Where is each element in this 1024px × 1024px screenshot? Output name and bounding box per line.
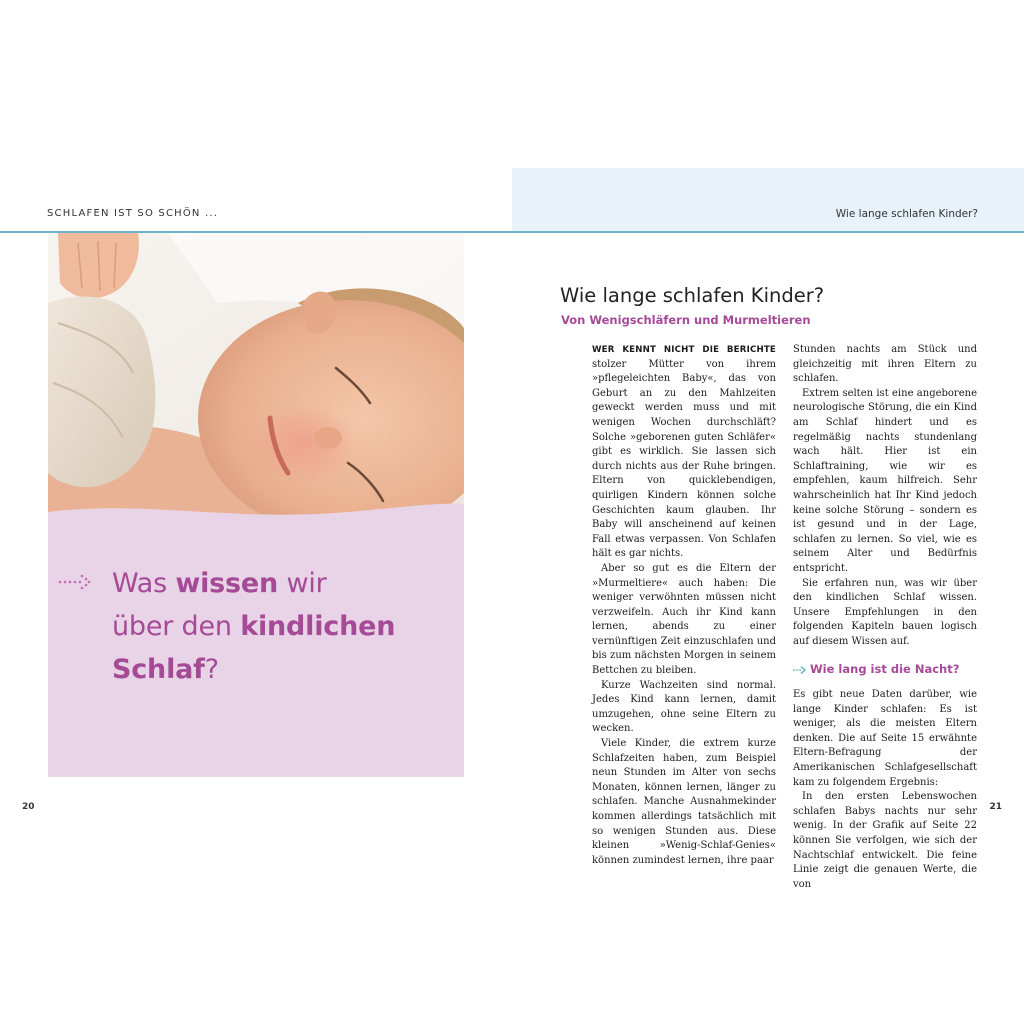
dotted-arrow-icon — [58, 572, 94, 592]
running-head-right: Wie lange schlafen Kinder? — [835, 208, 978, 220]
page-number-right: 21 — [989, 802, 1002, 812]
text-column-2 — [793, 343, 977, 892]
lead-in: WER KENNT NICHT DIE BERICHTE — [592, 345, 776, 355]
article-title: Wie lange schlafen Kinder? — [560, 284, 825, 307]
feature-word-bold: kindlichen — [240, 611, 396, 642]
article-subtitle: Von Wenigschläfern und Murmeltieren — [561, 313, 811, 327]
paragraph: Es gibt neue Daten darüber, wie lange Kinder schlafen: Es ist weniger, als die meisten Eltern denken. Die auf Seite 15 erwähnte Eltern-Befragung der Amerikanischen Schlafgesellschaft kam zu folgendem Ergebnis: — [793, 689, 977, 788]
baby-photo — [48, 233, 464, 523]
section-heading — [793, 662, 977, 677]
running-head-left: SCHLAFEN IST SO SCHÖN ... — [47, 208, 219, 219]
section-heading-text: Wie lang ist die Nacht? — [810, 662, 960, 677]
feature-word-bold: Schlaf — [112, 654, 205, 685]
header-band — [512, 168, 1024, 232]
paragraph: Stunden nachts am Stück und gleichzeitig mit ihren Eltern zu schlafen. — [793, 344, 977, 385]
paragraph: Extrem selten ist eine angeborene neurologische Störung, die ein Kind am Schlaf hindert und es regelmäßig nachts stundenlang wach hält. Hier ist ein Schlaftraining, wie wir es empfehlen, kaum hilfreich. Sehr wahrscheinlich hat Ihr Kind jedoch keine solche Störung – sondern es ist gesund und in der Lage, schlafen zu lernen. So viel, wie es seinem Alter und Bedürfnis entspricht. — [793, 387, 977, 574]
paragraph: Aber so gut es die Eltern der »Murmeltiere« auch haben: Die weniger verwöhnten müssen nicht verzweifeln. Auch ihr Kind kann lernen, abends zu einer vernünftigen Zeit einzuschlafen und bis zum nächsten Morgen in seinem Bettchen zu bleiben. — [592, 562, 776, 677]
paragraph: In den ersten Lebenswochen schlafen Babys nachts nur sehr wenig. In der Grafik auf Seite 22 können Sie verfolgen, wie sich der Nachtschlaf entwickelt. Die feine Linie zeigt die genauen Werte, die von — [793, 791, 977, 890]
paragraph: Kurze Wachzeiten sind normal. Jedes Kind kann lernen, damit umzugehen, ohne seine Eltern zu wecken. — [592, 679, 776, 735]
paragraph: Sie erfahren nun, was wir über den kindlichen Schlaf wissen. Unsere Empfehlungen in den folgenden Kapiteln bauen logisch auf diesem Wissen auf. — [793, 577, 977, 647]
paragraph: Viele Kinder, die extrem kurze Schlafzeiten haben, zum Beispiel neun Stunden im Alter von sechs Monaten, können lernen, länger zu schlafen. Manche Ausnahmekinder kommen allerdings tatsächlich mit so wenigen Stunden aus. Diese kleinen »Wenig-Schlaf-Genies« können zumindest lernen, ihre paar — [592, 738, 776, 866]
arrow-icon — [793, 665, 807, 675]
page-number-left: 20 — [22, 802, 35, 812]
feature-heading — [112, 562, 452, 691]
feature-word: Was — [112, 568, 176, 599]
text-column-1 — [592, 343, 776, 868]
feature-word: wir — [278, 568, 327, 599]
feature-word: ? — [204, 654, 219, 685]
paragraph — [592, 343, 776, 562]
paragraph-text: stolzer Mütter von ihrem »pflegeleichten Baby«, das von Geburt an zu den Mahlzeiten geweckt werden muss und mit wenigen Wochen durchschläft? Solche »geborenen guten Schläfer« gibt es wirklich. Sie lassen sich durch nichts aus der Ruhe bringen. Eltern von quicklebendigen, quirligen Kindern können solche Geschichten kaum glauben. Ihr Baby will anscheinend auf keinen Fall etwas verpassen. Von Schlafen hält es gar nichts. — [592, 358, 776, 560]
feature-word-bold: wissen — [175, 568, 279, 599]
feature-word: über den — [112, 611, 241, 642]
